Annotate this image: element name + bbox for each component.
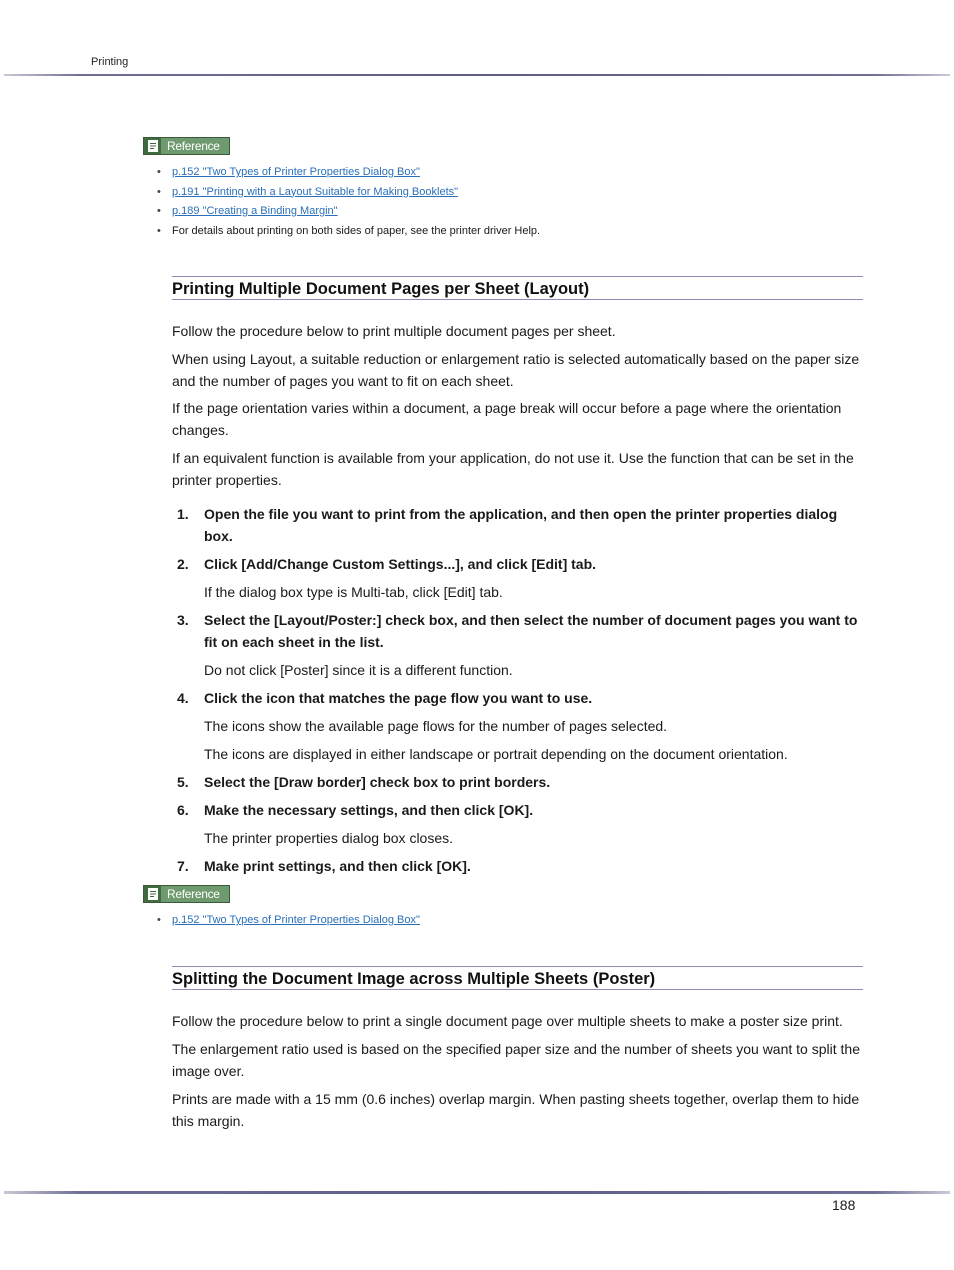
step-text: Select the [Layout/Poster:] check box, and then select the number of document pages you want to fit on each sheet in the list. (204, 612, 858, 650)
step-note: If the dialog box type is Multi-tab, click [Edit] tab. (204, 584, 503, 600)
reference-label: Reference (161, 138, 229, 154)
page-number: 188 (832, 1197, 856, 1213)
paragraph: If an equivalent function is available from your application, do not use it. Use the function that can be set in the printer properties. (172, 450, 854, 488)
step-number: 7. (177, 858, 189, 874)
section-title: Splitting the Document Image across Multiple Sheets (Poster) (172, 970, 656, 988)
footer-rule (4, 1191, 950, 1194)
step-note: The icons show the available page flows for the number of pages selected. (204, 718, 668, 734)
step-note: The printer properties dialog box closes. (204, 830, 454, 846)
section-title: Printing Multiple Document Pages per Sheet (Layout) (172, 280, 590, 298)
running-head: Printing (91, 56, 129, 68)
reference-item[interactable]: • p.191 "Printing with a Layout Suitable for Making Booklets" (157, 185, 459, 198)
header-rule (4, 74, 950, 76)
reference-badge (143, 885, 230, 903)
reference-text: For details about printing on both sides of paper, see the printer driver Help. (172, 224, 541, 237)
step-text: Click the icon that matches the page flow you want to use. (204, 690, 593, 706)
document-icon (144, 886, 161, 902)
step-number: 2. (177, 556, 189, 572)
reference-item[interactable]: • p.152 "Two Types of Printer Properties Dialog Box" (157, 166, 420, 178)
reference-item[interactable]: • p.152 "Two Types of Printer Properties Dialog Box" (157, 914, 420, 926)
step-number: 6. (177, 802, 189, 818)
paragraph: If the page orientation varies within a document, a page break will occur before a page where the orientation changes. (172, 400, 842, 438)
reference-list (157, 913, 862, 933)
paragraph: Follow the procedure below to print a single document page over multiple sheets to make a poster size print. (172, 1013, 843, 1029)
step-text: Open the file you want to print from the application, and then open the printer properties dialog box. (204, 506, 838, 544)
section-heading-layout (172, 276, 863, 300)
reference-link[interactable]: p.191 "Printing with a Layout Suitable for Making Booklets" (172, 185, 459, 198)
step-2 (172, 553, 862, 575)
step-text: Make print settings, and then click [OK]. (204, 858, 471, 874)
step-note: The icons are displayed in either landscape or portrait depending on the document orientation. (204, 746, 788, 762)
step-text: Select the [Draw border] check box to print borders. (204, 774, 551, 790)
step-note: Do not click [Poster] since it is a different function. (204, 662, 513, 678)
step-number: 5. (177, 774, 189, 790)
step-6 (172, 799, 862, 821)
paragraph: When using Layout, a suitable reduction or enlargement ratio is selected automatically based on the paper size and the number of pages you want to fit on each sheet. (172, 351, 860, 389)
document-icon (144, 138, 161, 154)
section-heading-poster (172, 966, 863, 990)
paragraph: Follow the procedure below to print multiple document pages per sheet. (172, 323, 616, 339)
reference-item: • For details about printing on both sides of paper, see the printer driver Help. (157, 224, 541, 237)
step-3 (172, 609, 862, 653)
step-number: 4. (177, 690, 189, 706)
paragraph: The enlargement ratio used is based on the specified paper size and the number of sheets you want to split the image over. (172, 1041, 860, 1079)
paragraph: Prints are made with a 15 mm (0.6 inches) overlap margin. When pasting sheets together, overlap them to hide this margin. (172, 1091, 860, 1129)
step-text: Click [Add/Change Custom Settings...], and click [Edit] tab. (204, 556, 597, 572)
step-7 (172, 855, 862, 877)
reference-link[interactable]: p.152 "Two Types of Printer Properties Dialog Box" (172, 914, 420, 926)
reference-link[interactable]: p.152 "Two Types of Printer Properties Dialog Box" (172, 166, 420, 178)
reference-list (157, 165, 862, 243)
reference-label: Reference (161, 886, 229, 902)
step-text: Make the necessary settings, and then click [OK]. (204, 802, 534, 818)
step-1 (172, 503, 862, 547)
reference-badge (143, 137, 230, 155)
reference-link[interactable]: p.189 "Creating a Binding Margin" (172, 205, 338, 217)
reference-item[interactable]: • p.189 "Creating a Binding Margin" (157, 205, 338, 217)
step-5 (172, 771, 862, 793)
step-number: 3. (177, 612, 189, 628)
step-number: 1. (177, 506, 189, 522)
step-4 (172, 687, 862, 709)
